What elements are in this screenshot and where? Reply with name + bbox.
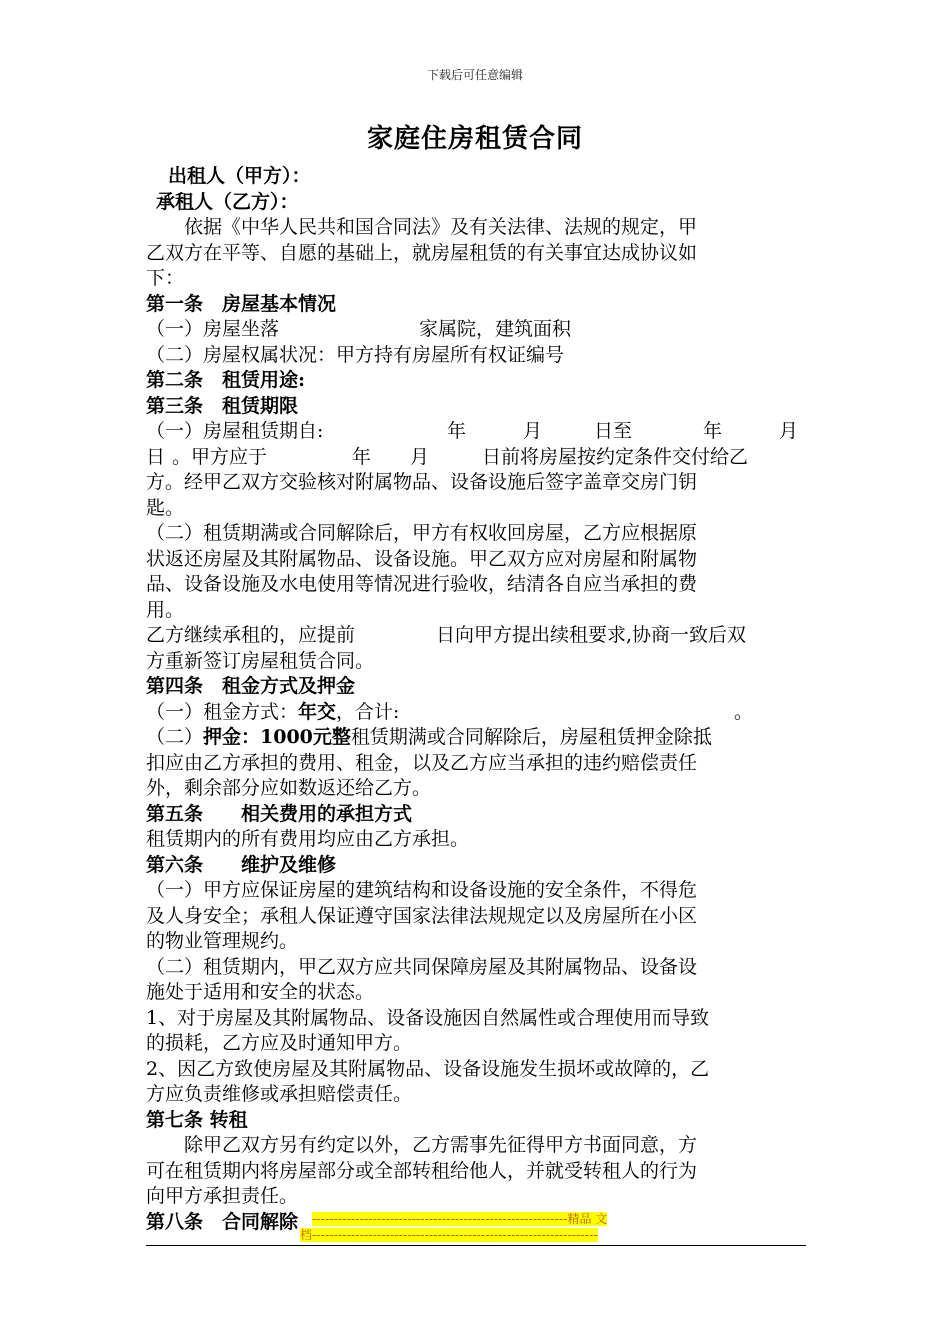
article-7-line-3: 向甲方承担责任。	[146, 1185, 299, 1207]
intro-line-1: 依据《中华人民共和国合同法》及有关法律、法规的规定，甲	[184, 216, 698, 238]
article-6-p1-line-1: （一）甲方应保证房屋的建筑结构和设备设施的安全条件，不得危	[146, 879, 698, 901]
deposit-amount: 押金：1000元整	[203, 726, 351, 748]
article-6-p1-line-2: 及人身安全；承租人保证遵守国家法律法规规定以及房屋所在小区	[146, 904, 698, 927]
rent-method-value: 年交	[298, 700, 337, 723]
deposit-prefix: （二）	[146, 726, 204, 748]
delivery-year: 年	[352, 445, 372, 468]
term-month-2: 月	[779, 420, 799, 442]
footer-divider	[146, 1245, 806, 1246]
intro-line-3: 下：	[146, 267, 185, 289]
article-6-p4-line-1: 2、因乙方致使房屋及其附属物品、设备设施发生损坏或故障的，乙	[146, 1057, 710, 1080]
article-4-heading: 第四条 租金方式及押金	[146, 675, 356, 697]
article-5-heading: 第五条 相关费用的承担方式	[146, 802, 413, 825]
article-6-p1-line-3: 的物业管理规约。	[146, 930, 299, 952]
article-3-line-3: 方。经甲乙双方交验核对附属物品、设备设施后签字盖章交房门钥	[146, 471, 698, 493]
article-3-p3-line-1	[146, 623, 806, 649]
article-3-line-1	[146, 419, 806, 445]
delivery-text: 日前将房屋按约定条件交付给乙	[482, 445, 749, 468]
footer-watermark	[300, 1211, 650, 1243]
rent-method-label: （一）租金方式：	[146, 700, 299, 723]
article-3-p2-line-4: 用。	[146, 598, 185, 621]
delivery-label: 。甲方应于	[172, 445, 268, 468]
contract-body	[146, 164, 806, 1235]
article-4-line-1	[146, 700, 806, 726]
article-6-p4-line-2: 方应负责维修或承担赔偿责任。	[146, 1083, 413, 1105]
article-7-line-2: 可在租赁期内将房屋部分或全部转租给他人，并就受转租人的行为	[146, 1159, 698, 1182]
article-6-p2-line-1: （二）租赁期内，甲乙双方应共同保障房屋及其附属物品、设备设	[146, 955, 698, 978]
footer-line-2: 档------------------------------------------------------------------	[300, 1228, 598, 1242]
article-6-p3-line-2: 的损耗，乙方应及时通知甲方。	[146, 1032, 413, 1054]
article-3-p2-line-3: 品、设备设施及水电使用等情况进行验收，结清各自应当承担的费	[146, 573, 698, 595]
rent-total-end: 。	[734, 700, 754, 723]
article-1-line-2: （二）房屋权属状况：甲方持有房屋所有权证编号	[146, 343, 565, 366]
footer-line-1: -----------------------------------------------------------精品 文	[312, 1212, 608, 1226]
article-4-line-4: 外，剩余部分应如数返还给乙方。	[146, 777, 432, 799]
rent-total-label: ，合计:	[336, 700, 400, 723]
lessee-line: 承租人（乙方）：	[156, 190, 299, 213]
intro-line-2: 乙双方在平等、自愿的基础上，就房屋租赁的有关事宜达成协议如	[146, 241, 698, 264]
article-4-line-3: 扣应由乙方承担的费用、租金，以及乙方应当承担的违约赔偿责任	[146, 751, 698, 774]
article-3-line-4: 匙。	[146, 496, 185, 519]
article-3-line-2	[146, 445, 806, 471]
article-7-heading: 第七条 转租	[146, 1108, 248, 1131]
document-title: 家庭住房租赁合同	[366, 124, 583, 154]
article-4-line-2	[146, 725, 806, 751]
lessor-line: 出租人（甲方）：	[168, 165, 311, 187]
renewal-label: 乙方继续承租的，应提前	[146, 624, 356, 646]
term-year-2: 年	[703, 420, 723, 442]
term-from-label: （一）房屋租赁期自:	[146, 420, 324, 442]
article-6-heading: 第六条 维护及维修	[146, 853, 337, 876]
article-1-line-1	[146, 317, 806, 343]
article-2-heading: 第二条 租赁用途:	[146, 369, 306, 391]
article-3-heading: 第三条 租赁期限	[146, 394, 299, 417]
deposit-text: 租赁期满或合同解除后，房屋租赁押金除抵	[350, 726, 712, 748]
article-8-heading: 第八条 合同解除	[146, 1210, 299, 1233]
renewal-text: 日向甲方提出续租要求,协商一致后双	[436, 624, 747, 646]
article-3-p2-line-1: （二）租赁期满或合同解除后，甲方有权收回房屋，乙方应根据原	[146, 522, 698, 544]
article-5-line-1: 租赁期内的所有费用均应由乙方承担。	[146, 828, 470, 850]
article-7-line-1: 除甲乙双方另有约定以外，乙方需事先征得甲方书面同意，方	[184, 1134, 698, 1156]
term-year-1: 年	[447, 420, 467, 442]
article-3-p3-line-2: 方重新签订房屋租赁合同。	[146, 649, 375, 672]
article-6-p3-line-1: 1、对于房屋及其附属物品、设备设施因自然属性或合理使用而导致	[146, 1006, 710, 1029]
article-3-p2-line-2: 状返还房屋及其附属物品、设备设施。甲乙双方应对房屋和附属物	[146, 547, 698, 570]
header-note: 下载后可任意编辑	[426, 68, 523, 82]
article-1-heading: 第一条 房屋基本情况	[146, 292, 337, 315]
delivery-month: 月	[410, 445, 430, 468]
article-6-p2-line-2: 施处于适用和安全的状态。	[146, 981, 375, 1003]
term-day-to: 日至	[594, 420, 633, 442]
term-month-1: 月	[523, 420, 543, 442]
location-label: （一）房屋坐落	[146, 318, 280, 340]
term-day-end: 日	[146, 445, 166, 468]
location-value: 家属院，建筑面积	[419, 318, 572, 340]
